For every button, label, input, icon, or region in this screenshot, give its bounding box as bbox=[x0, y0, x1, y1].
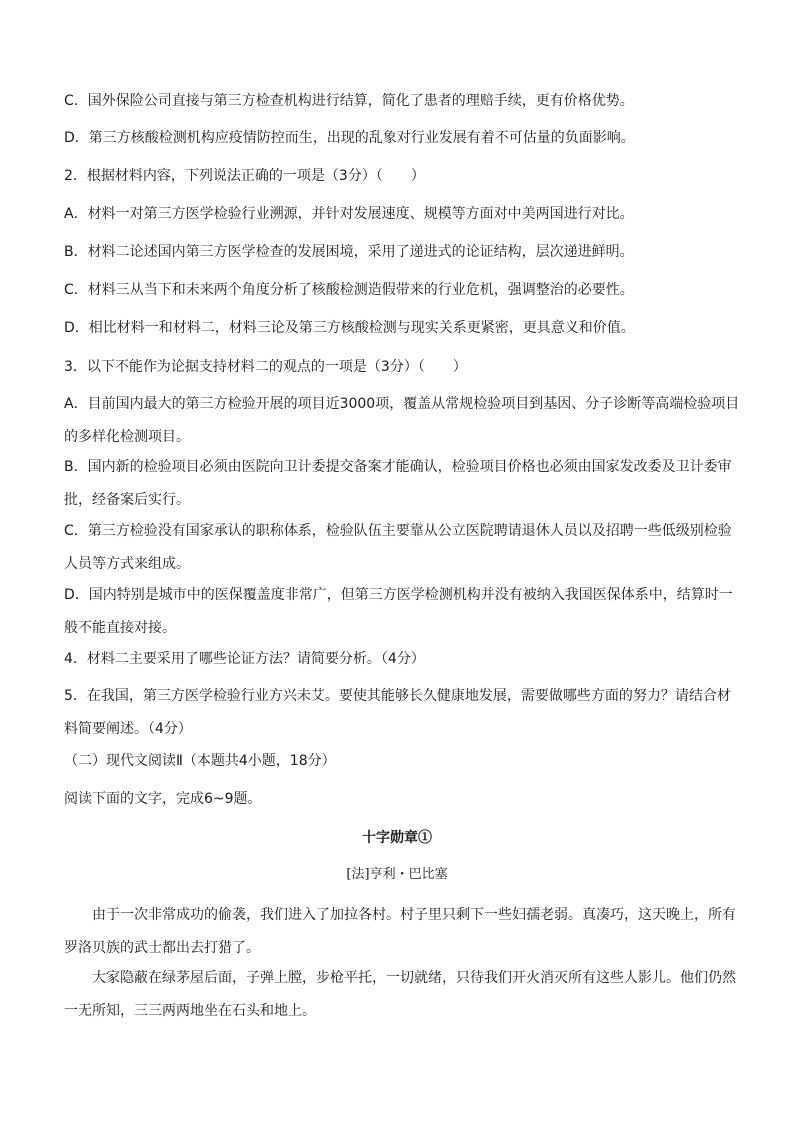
q3-option-b: B．国内新的检验项目必须由医院向卫计委提交备案才能确认，检验项目价格也必须由国家发改委及卫计委审批，经备案后实行。 bbox=[64, 459, 732, 508]
q2-stem: 2．根据材料内容，下列说法正确的一项是（3分）（ ） bbox=[64, 168, 425, 184]
q3-stem: 3．以下不能作为论据支持材料二的观点的一项是（3分）（ ） bbox=[64, 359, 467, 375]
q1-option-d: D．第三方核酸检测机构应疫情防控而生，出现的乱象对行业发展有着不可估量的负面影响。 bbox=[64, 130, 635, 146]
story-paragraph-1: 由于一次非常成功的偷袭，我们进入了加拉各村。村子里只剩下一些妇孺老弱。真凑巧，这天晚上，所有罗洛贝族的武士都出去打猎了。 bbox=[64, 907, 736, 956]
q3-option-d: D．国内特别是城市中的医保覆盖度非常广，但第三方医学检测机构并没有被纳入我国医保体系中，结算时一般不能直接对接。 bbox=[64, 587, 733, 636]
q2-option-c: C．材料三从当下和未来两个角度分析了核酸检测造假带来的行业危机，强调整治的必要性。 bbox=[64, 282, 634, 298]
q2-option-d: D．相比材料一和材料二，材料三论及第三方核酸检测与现实关系更紧密，更具意义和价值。 bbox=[64, 320, 635, 336]
q2-option-b: B．材料二论述国内第三方医学检查的发展困境，采用了递进式的论证结构，层次递进鲜明。 bbox=[64, 244, 634, 260]
story-paragraph-2: 大家隐蔽在绿茅屋后面，子弹上膛，步枪平托，一切就绪，只待我们开火消灭所有这些人影儿。他们仍然一无所知，三三两两地坐在石头和地上。 bbox=[64, 970, 736, 1019]
q3-option-a: A．目前国内最大的第三方检验开展的项目近3000项，覆盖从常规检验项目到基因、分子诊断等高端检验项目的多样化检测项目。 bbox=[64, 396, 740, 445]
section2-instruction: 阅读下面的文字，完成6~9题。 bbox=[64, 791, 262, 807]
q5-stem: 5．在我国，第三方医学检验行业方兴未艾。要使其能够长久健康地发展，需要做哪些方面的努力？请结合材料简要阐述。（4分） bbox=[64, 688, 731, 737]
q1-option-c: C．国外保险公司直接与第三方检查机构进行结算，简化了患者的理赔手续，更有价格优势。 bbox=[64, 93, 634, 109]
q3-option-c: C．第三方检验没有国家承认的职称体系，检验队伍主要靠从公立医院聘请退休人员以及招聘一些低级别检验人员等方式来组成。 bbox=[64, 523, 732, 572]
section2-heading: （二）现代文阅读Ⅱ（本题共4小题，18分） bbox=[64, 753, 336, 769]
q4-stem: 4．材料二主要采用了哪些论证方法？请简要分析。（4分） bbox=[64, 651, 425, 667]
q2-option-a: A．材料一对第三方医学检验行业溯源，并针对发展速度、规模等方面对中美两国进行对比。 bbox=[64, 206, 634, 222]
story-title: 十字勋章① bbox=[362, 830, 432, 846]
story-author: [法]亨利・巴比塞 bbox=[346, 867, 448, 882]
